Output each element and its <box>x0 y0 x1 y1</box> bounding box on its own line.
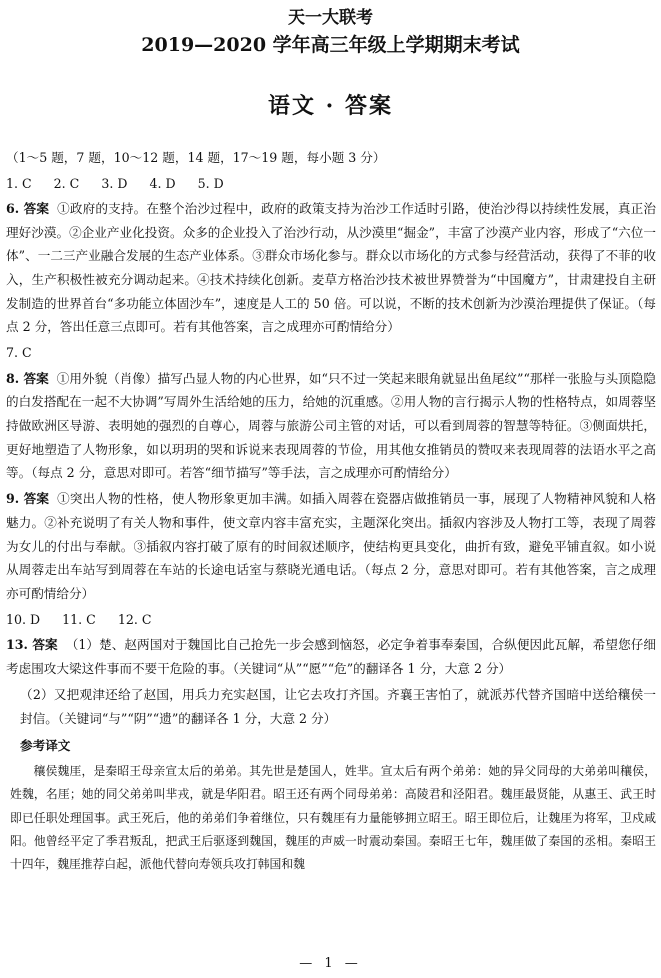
answer-3: 3. D <box>101 175 128 191</box>
answer-6-label: 6. 答案 <box>6 201 50 217</box>
answer-8-label: 8. 答案 <box>6 370 49 386</box>
answer-11: 11. C <box>62 611 96 627</box>
scoring-note: （1～5 题，7 题，10～12 题，14 题，17～19 题，每小题 3 分） <box>6 150 386 165</box>
answer-7: 7. C <box>6 345 32 361</box>
page-number: — 1 — <box>299 956 362 971</box>
answer-5: 5. D <box>197 175 224 191</box>
exam-org-title: 天一大联考 <box>288 8 373 28</box>
answer-13-part2: （2）又把观津还给了赵国，用兵力充实赵国，让它去攻打齐国。齐襄王害怕了，就派苏代替齐国暗中送给穰侯一封信。（关键词“与”“阴”“遗”的翻译各 1 分，大意 2 分） <box>20 687 656 726</box>
answer-9 <box>6 487 656 605</box>
answer-8-text: ①用外貌（肖像）描写凸显人物的内心世界，如“只不过一笑起来眼角就显出鱼尾纹”“那样一张脸与头顶隐隐的白发搭配在一起不大协调”写周外生活给她的压力，给她的沉重感。②用人物的言行揭示人物的性格特点，如周蓉坚持做欧洲区导游、表明她的强烈的自尊心，周蓉与旅游公司主管的对话，可以看到周蓉的智慧等特征。③侧面烘托，更好地塑造了人物形象，如以玥玥的哭和诉说来表现周蓉的节俭，用其他女推销员的赞叹来表现周蓉的法语水平之高等。（每点 2 分，意思对即可。若答“细节描写”等手法，言之成理亦可酌情给分） <box>6 370 656 481</box>
reference-translation-text: 穰侯魏厓，是秦昭王母亲宣太后的弟弟。其先世是楚国人，姓芈。宣太后有两个弟弟：她的异父同母的大弟弟叫穰侯，姓魏，名厓；她的同父弟弟叫芈戎，就是华阳君。昭王还有两个同母弟弟：高陵君和泾阳君。魏厓最贤能，从惠王、武王时即已任职处理国事。武王死后，他的弟弟们争着继位，只有魏厓有力量能够拥立昭王。昭王即位后，让魏厓为将军，卫戍咸阳。他曾经平定了季君叛乱，把武王后驱逐到魏国，魏厓的声威一时震动秦国。秦昭王七年，魏厓做了秦国的丞相。秦昭王十四年，魏厓推荐白起，派他代替向寿领兵攻打韩国和魏 <box>10 763 656 872</box>
answer-13-part1-text: （1）楚、赵两国对于魏国比自己抢先一步会感到恼怒，必定争着事奉秦国，合纵便因此瓦解，希望您仔细考虑围攻大梁这件事而不要干危险的事。（关键词“从”“愿”“危”的翻译各 1 分，大意 2 分） <box>6 637 657 676</box>
answer-1: 1. C <box>6 175 32 191</box>
answer-13-label: 13. 答案 <box>6 637 58 653</box>
answer-8 <box>6 367 656 485</box>
mc-answers-10-12 <box>6 608 656 632</box>
exam-title: 2019—2020 学年高三年级上学期期末考试 <box>141 34 520 56</box>
answer-9-label: 9. 答案 <box>6 491 50 507</box>
answer-10: 10. D <box>6 611 41 627</box>
answer-6 <box>6 197 656 339</box>
mc-answers-1-5 <box>6 172 656 196</box>
answer-9-text: ①突出人物的性格，使人物形象更加丰满。如插入周蓉在瓷器店做推销员一事，展现了人物精神风貌和人格魅力。②补充说明了有关人物和事件，使文章内容丰富充实，主题深化突出。插叙内容涉及人物打工等，表现了周蓉为女儿的付出与奉献。③插叙内容打破了原有的时间叙述顺序，使结构更具变化，曲折有致，避免平铺直叙。如小说从周蓉走出车站写到周蓉在车站的长途电话室与蔡晓光通电话。（每点 2 分，意思对即可。若有其他答案，言之成理亦可酌情给分） <box>6 491 656 601</box>
answer-body <box>6 146 656 877</box>
reference-translation-title: 参考译文 <box>20 738 71 754</box>
answer-13-part1 <box>6 633 656 680</box>
answer-6-text: ①政府的支持。在整个治沙过程中，政府的政策支持为治沙工作适时引路，使治沙得以持续性发展，真正治理好沙漠。②企业产业化投资。众多的企业投入了治沙行动，从沙漠里“掘金”，丰富了沙漠产业内容，形成了“六位一体”、一二三产业融合发展的生态产业体系。③群众市场化参与。群众以市场化的方式参与经营活动，获得了不菲的收入，生产积极性被充分调动起来。④技术持续化创新。麦草方格治沙技术被世界赞誉为“中国魔方”，甘肃建投自主研发制造的世界首台“多功能立体固沙车”，速度是人工的 50 倍。可以说，不断的技术创新为沙漠治理提供了保证。（每点 2 分，答出任意三点即可。若有其他答案，言之成理亦可酌情给分） <box>6 201 656 335</box>
subject-title: 语文 · 答案 <box>268 93 393 119</box>
answer-12: 12. C <box>117 611 152 627</box>
answer-4: 4. D <box>149 175 176 191</box>
answer-2: 2. C <box>53 175 80 191</box>
